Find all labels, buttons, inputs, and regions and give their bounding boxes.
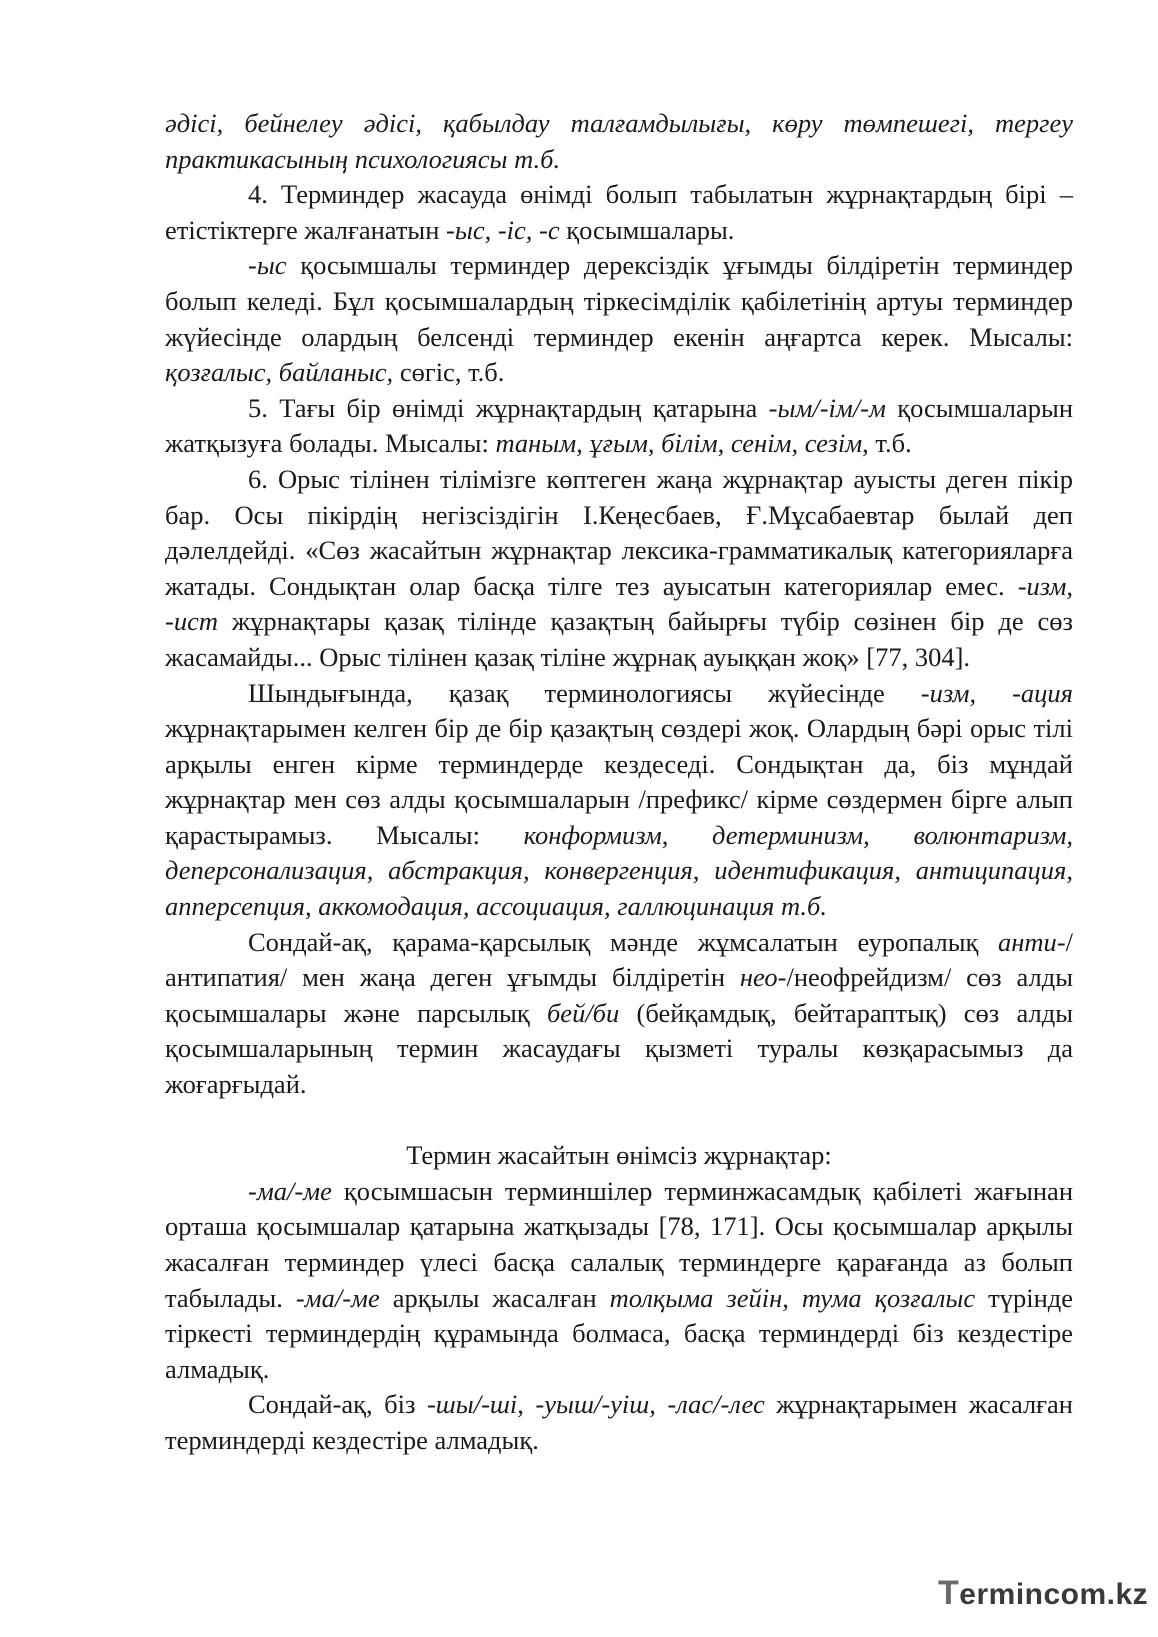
text: жұрнақтарымен келген бір де бір қазақтың сөздері жоқ. Олардың бәрі орыс тілі арқылы енген кірме терминдерде кездеседі. Сондықтан да, біз мұндай жұрнақтар мен сөз алды қосымшаларын /префикс/ кірме сөздермен бірге алып қарастырамыз. Мысалы:: [165, 713, 1073, 850]
spacer: [165, 1103, 1073, 1139]
paragraph-2: [165, 177, 1073, 248]
text: сөгіс, т.б.: [393, 357, 505, 388]
paragraph-3: [165, 248, 1073, 390]
italic-text: әдісі, бейнелеу әдісі, қабылдау талғамдылығы, көру төмпешегі, тергеу практикасының психологиясы т.б.: [165, 108, 1073, 174]
logo-text: [938, 1574, 1149, 1612]
paragraph-4: [165, 391, 1073, 462]
paragraph-7: [165, 925, 1073, 1103]
logo-letter: T: [938, 1574, 960, 1612]
document-body: [165, 106, 1073, 1459]
italic-text: -изм, -ист: [165, 570, 1073, 637]
italic-text: -ма/-ме: [248, 1175, 332, 1206]
italic-text: бей/би: [546, 997, 620, 1028]
italic-text: -ма/-ме: [295, 1282, 380, 1313]
termincom-logo: [938, 1576, 1148, 1620]
text: Шындығында, қазақ терминологиясы жүйесінде: [248, 677, 921, 708]
italic-text: толқыма зейін, тума қозғалыс: [609, 1282, 976, 1313]
paragraph-1: [165, 106, 1073, 177]
italic-text: таным, ұғым, білім, сенім, сезім: [495, 428, 863, 459]
text: жұрнақтары қазақ тілінде қазақтың байырғы түбір сөзінен бір де сөз жасамайды... Орыс тілінен қазақ тіліне жұрнақ ауыққан жоқ» [77, 304].: [165, 606, 1073, 672]
italic-text: қозғалыс, байланыс,: [165, 357, 394, 388]
paragraph-9: [165, 1387, 1073, 1458]
italic-text: конформизм, детерминизм, волюнтаризм, деперсонализация, абстракция, конвергенция, идентификация, антиципация, апперсепция, аккомодация, ассоциация, галлюцинация т.б.: [165, 819, 1073, 922]
section-heading: Термин жасайтын өнімсіз жұрнақтар:: [406, 1140, 832, 1171]
italic-text: -ыс: [248, 250, 287, 281]
paragraph-8: [165, 1174, 1073, 1388]
text: арқылы жасалған: [379, 1282, 610, 1313]
text: Сондай-ақ, біз: [248, 1389, 427, 1420]
italic-text: -шы/-ші, -уыш/-уіш, -лас/-лес: [426, 1389, 765, 1420]
text: түрінде тіркесті терминдердің құрамында болмаса, басқа терминдерді біз кездестіре алмадық.: [165, 1282, 1073, 1384]
paragraph-5: [165, 462, 1073, 676]
italic-text: нео-: [739, 962, 787, 993]
text: , т.б.: [862, 428, 912, 459]
italic-text: -изм, -ация: [920, 677, 1073, 708]
text: қосымшалары.: [559, 214, 735, 245]
text: 6. Орыс тілінен тілімізге көптеген жаңа жұрнақтар ауысты деген пікір бар. Осы пікірдің негізсіздігін І.Кеңесбаев, Ғ.Мұсабаевтар былай деп дәлелдейді. «Сөз жасайтын жұрнақтар лексика-грамматикалық категорияларға жатады. Сондықтан олар басқа тілге тез ауысатын категориялар емес.: [165, 463, 1073, 601]
italic-text: -ым/-ім/-м: [768, 392, 886, 423]
text: Сондай-ақ, қарама-қарсылық мәнде жұмсалатын еуропалық: [248, 926, 999, 957]
italic-text: -ыс, -іс, -с: [446, 214, 560, 245]
text: (бейқамдық, бейтараптық) сөз алды қосымшаларының термин жасаудағы қызметі туралы көзқарасымыз да жоғарғыдай.: [165, 997, 1073, 1100]
text: /неофрейдизм/ сөз алды қосымшалары және парсылық: [165, 962, 1073, 1028]
text: қосымшасын терминшілер терминжасамдық қабілеті жағынан орташа қосымшалар қатарына жатқызады [78, 171]. Осы қосымшалар арқылы жасалған терминдер үлесі басқа салалық терминдерге қарағанда аз болып табылады.: [165, 1175, 1073, 1313]
paragraph-6: [165, 676, 1073, 925]
italic-text: анти-: [998, 926, 1066, 957]
text: қосымшалы терминдер дерексіздік ұғымды білдіретін терминдер болып келеді. Бұл қосымшалардың тіркесімділік қабілетінің артуы терминдер жүйесінде олардың белсенді терминдер екенін аңғартса керек. Мысалы:: [165, 250, 1073, 352]
text: /антипатия/ мен жаңа деген ұғымды білдіретін: [165, 926, 1073, 993]
logo-word: ermincom.kz: [959, 1578, 1149, 1611]
text: 5. Тағы бір өнімді жұрнақтардың қатарына: [248, 392, 769, 423]
text: жұрнақтарымен жасалған терминдерді кездестіре алмадық.: [165, 1389, 1073, 1455]
text: қосымшаларын жатқызуға болады. Мысалы:: [165, 392, 1074, 459]
text: 4. Терминдер жасауда өнімді болып табылатын жұрнақтардың бірі – етістіктерге жалғанатын: [165, 179, 1073, 245]
